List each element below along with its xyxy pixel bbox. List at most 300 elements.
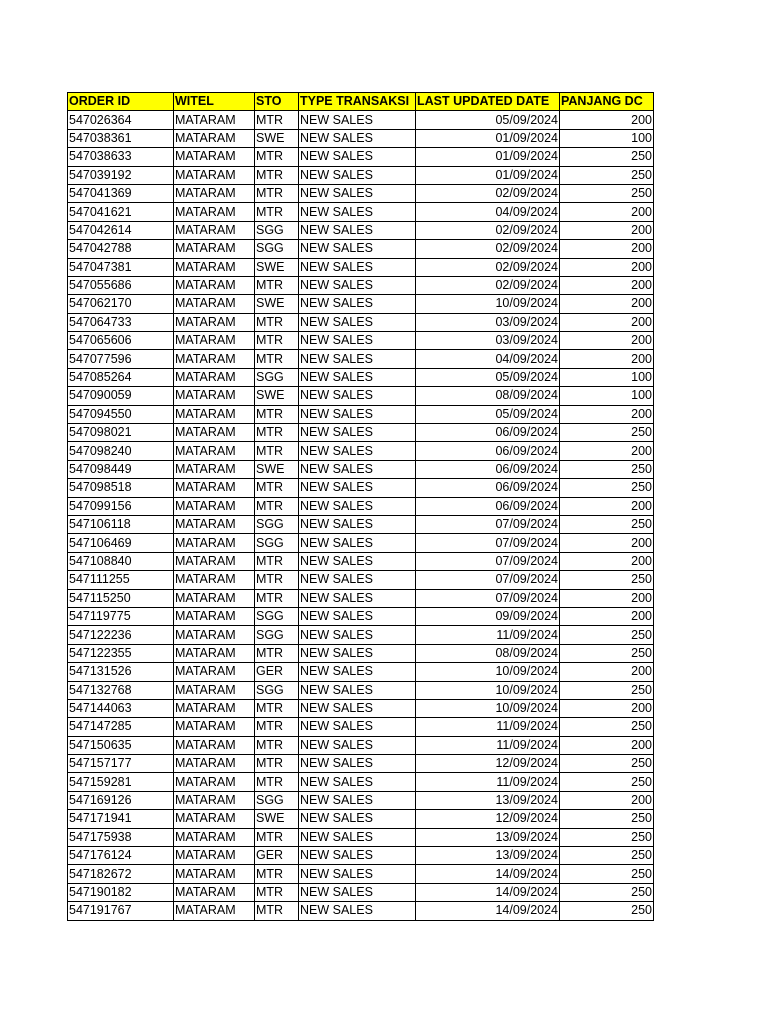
table-row	[68, 663, 654, 681]
panjang-dc-cell: 250	[560, 865, 654, 883]
witel-cell: MATARAM	[174, 295, 255, 313]
sto-cell: GER	[255, 847, 299, 865]
table-row	[68, 571, 654, 589]
witel-cell: MATARAM	[174, 699, 255, 717]
witel-cell: MATARAM	[174, 332, 255, 350]
type-transaksi-cell: NEW SALES	[299, 552, 416, 570]
panjang-dc-cell: 250	[560, 460, 654, 478]
sto-cell: MTR	[255, 442, 299, 460]
panjang-dc-cell: 250	[560, 828, 654, 846]
panjang-dc-cell: 200	[560, 240, 654, 258]
panjang-dc-cell: 250	[560, 571, 654, 589]
panjang-dc-cell: 250	[560, 755, 654, 773]
type-transaksi-cell: NEW SALES	[299, 111, 416, 129]
witel-cell: MATARAM	[174, 184, 255, 202]
sto-cell: MTR	[255, 332, 299, 350]
type-transaksi-cell: NEW SALES	[299, 607, 416, 625]
witel-cell: MATARAM	[174, 221, 255, 239]
witel-cell: MATARAM	[174, 203, 255, 221]
order-id-cell: 547111255	[68, 571, 174, 589]
panjang-dc-cell: 200	[560, 791, 654, 809]
last-updated-date-cell: 02/09/2024	[416, 184, 560, 202]
sto-cell: MTR	[255, 699, 299, 717]
last-updated-date-cell: 10/09/2024	[416, 663, 560, 681]
order-id-cell: 547042788	[68, 240, 174, 258]
header-last-updated-date: LAST UPDATED DATE	[416, 93, 560, 111]
order-id-cell: 547038361	[68, 129, 174, 147]
witel-cell: MATARAM	[174, 515, 255, 533]
panjang-dc-cell: 250	[560, 424, 654, 442]
witel-cell: MATARAM	[174, 534, 255, 552]
table-row	[68, 258, 654, 276]
type-transaksi-cell: NEW SALES	[299, 368, 416, 386]
table-row	[68, 828, 654, 846]
table-row	[68, 129, 654, 147]
order-id-cell: 547047381	[68, 258, 174, 276]
order-id-cell: 547144063	[68, 699, 174, 717]
table-row	[68, 644, 654, 662]
last-updated-date-cell: 13/09/2024	[416, 791, 560, 809]
orders-table	[67, 92, 654, 921]
table-row	[68, 699, 654, 717]
table-row	[68, 368, 654, 386]
order-id-cell: 547064733	[68, 313, 174, 331]
order-id-cell: 547041621	[68, 203, 174, 221]
witel-cell: MATARAM	[174, 773, 255, 791]
sto-cell: MTR	[255, 276, 299, 294]
witel-cell: MATARAM	[174, 552, 255, 570]
order-id-cell: 547119775	[68, 607, 174, 625]
type-transaksi-cell: NEW SALES	[299, 681, 416, 699]
sto-cell: SWE	[255, 810, 299, 828]
panjang-dc-cell: 200	[560, 313, 654, 331]
type-transaksi-cell: NEW SALES	[299, 663, 416, 681]
sto-cell: MTR	[255, 313, 299, 331]
last-updated-date-cell: 11/09/2024	[416, 626, 560, 644]
last-updated-date-cell: 03/09/2024	[416, 332, 560, 350]
sto-cell: MTR	[255, 111, 299, 129]
table-row	[68, 718, 654, 736]
panjang-dc-cell: 200	[560, 442, 654, 460]
panjang-dc-cell: 250	[560, 166, 654, 184]
type-transaksi-cell: NEW SALES	[299, 828, 416, 846]
type-transaksi-cell: NEW SALES	[299, 258, 416, 276]
sto-cell: MTR	[255, 350, 299, 368]
order-id-cell: 547042614	[68, 221, 174, 239]
panjang-dc-cell: 100	[560, 387, 654, 405]
last-updated-date-cell: 02/09/2024	[416, 258, 560, 276]
panjang-dc-cell: 250	[560, 773, 654, 791]
panjang-dc-cell: 200	[560, 736, 654, 754]
witel-cell: MATARAM	[174, 607, 255, 625]
type-transaksi-cell: NEW SALES	[299, 221, 416, 239]
type-transaksi-cell: NEW SALES	[299, 479, 416, 497]
last-updated-date-cell: 13/09/2024	[416, 828, 560, 846]
order-id-cell: 547122355	[68, 644, 174, 662]
sto-cell: SGG	[255, 515, 299, 533]
sto-cell: SWE	[255, 387, 299, 405]
panjang-dc-cell: 250	[560, 847, 654, 865]
sto-cell: MTR	[255, 865, 299, 883]
type-transaksi-cell: NEW SALES	[299, 736, 416, 754]
table-row	[68, 736, 654, 754]
witel-cell: MATARAM	[174, 681, 255, 699]
last-updated-date-cell: 02/09/2024	[416, 240, 560, 258]
table-row	[68, 589, 654, 607]
sto-cell: MTR	[255, 203, 299, 221]
table-row	[68, 479, 654, 497]
sto-cell: MTR	[255, 497, 299, 515]
table-row	[68, 552, 654, 570]
order-id-cell: 547098240	[68, 442, 174, 460]
witel-cell: MATARAM	[174, 718, 255, 736]
sto-cell: MTR	[255, 571, 299, 589]
last-updated-date-cell: 08/09/2024	[416, 387, 560, 405]
panjang-dc-cell: 200	[560, 276, 654, 294]
panjang-dc-cell: 200	[560, 203, 654, 221]
panjang-dc-cell: 250	[560, 644, 654, 662]
last-updated-date-cell: 03/09/2024	[416, 313, 560, 331]
type-transaksi-cell: NEW SALES	[299, 313, 416, 331]
panjang-dc-cell: 250	[560, 902, 654, 920]
last-updated-date-cell: 02/09/2024	[416, 221, 560, 239]
panjang-dc-cell: 250	[560, 883, 654, 901]
type-transaksi-cell: NEW SALES	[299, 295, 416, 313]
table-row	[68, 607, 654, 625]
sto-cell: SGG	[255, 221, 299, 239]
order-id-cell: 547098021	[68, 424, 174, 442]
type-transaksi-cell: NEW SALES	[299, 515, 416, 533]
sto-cell: SWE	[255, 295, 299, 313]
sto-cell: GER	[255, 663, 299, 681]
type-transaksi-cell: NEW SALES	[299, 699, 416, 717]
last-updated-date-cell: 04/09/2024	[416, 203, 560, 221]
header-order-id: ORDER ID	[68, 93, 174, 111]
last-updated-date-cell: 11/09/2024	[416, 736, 560, 754]
order-id-cell: 547026364	[68, 111, 174, 129]
last-updated-date-cell: 04/09/2024	[416, 350, 560, 368]
table-row	[68, 534, 654, 552]
table-row	[68, 497, 654, 515]
sto-cell: SGG	[255, 368, 299, 386]
table-row	[68, 313, 654, 331]
order-id-cell: 547132768	[68, 681, 174, 699]
last-updated-date-cell: 12/09/2024	[416, 810, 560, 828]
sto-cell: SWE	[255, 258, 299, 276]
order-id-cell: 547169126	[68, 791, 174, 809]
order-id-cell: 547038633	[68, 148, 174, 166]
type-transaksi-cell: NEW SALES	[299, 644, 416, 662]
sto-cell: MTR	[255, 828, 299, 846]
witel-cell: MATARAM	[174, 148, 255, 166]
header-sto: STO	[255, 93, 299, 111]
panjang-dc-cell: 200	[560, 552, 654, 570]
sto-cell: MTR	[255, 644, 299, 662]
panjang-dc-cell: 100	[560, 129, 654, 147]
type-transaksi-cell: NEW SALES	[299, 847, 416, 865]
panjang-dc-cell: 200	[560, 350, 654, 368]
table-row	[68, 902, 654, 920]
table-row	[68, 460, 654, 478]
witel-cell: MATARAM	[174, 460, 255, 478]
last-updated-date-cell: 08/09/2024	[416, 644, 560, 662]
order-id-cell: 547115250	[68, 589, 174, 607]
order-id-cell: 547190182	[68, 883, 174, 901]
type-transaksi-cell: NEW SALES	[299, 810, 416, 828]
type-transaksi-cell: NEW SALES	[299, 424, 416, 442]
last-updated-date-cell: 10/09/2024	[416, 699, 560, 717]
last-updated-date-cell: 01/09/2024	[416, 129, 560, 147]
sto-cell: MTR	[255, 902, 299, 920]
sto-cell: SGG	[255, 626, 299, 644]
order-id-cell: 547085264	[68, 368, 174, 386]
table-row	[68, 295, 654, 313]
last-updated-date-cell: 14/09/2024	[416, 883, 560, 901]
panjang-dc-cell: 250	[560, 681, 654, 699]
panjang-dc-cell: 250	[560, 718, 654, 736]
type-transaksi-cell: NEW SALES	[299, 755, 416, 773]
sto-cell: MTR	[255, 424, 299, 442]
panjang-dc-cell: 200	[560, 497, 654, 515]
type-transaksi-cell: NEW SALES	[299, 148, 416, 166]
type-transaksi-cell: NEW SALES	[299, 350, 416, 368]
sto-cell: MTR	[255, 479, 299, 497]
order-id-cell: 547176124	[68, 847, 174, 865]
witel-cell: MATARAM	[174, 350, 255, 368]
type-transaksi-cell: NEW SALES	[299, 460, 416, 478]
sto-cell: SWE	[255, 129, 299, 147]
witel-cell: MATARAM	[174, 111, 255, 129]
last-updated-date-cell: 07/09/2024	[416, 515, 560, 533]
witel-cell: MATARAM	[174, 902, 255, 920]
last-updated-date-cell: 13/09/2024	[416, 847, 560, 865]
order-id-cell: 547159281	[68, 773, 174, 791]
type-transaksi-cell: NEW SALES	[299, 589, 416, 607]
table-row	[68, 424, 654, 442]
type-transaksi-cell: NEW SALES	[299, 276, 416, 294]
witel-cell: MATARAM	[174, 883, 255, 901]
type-transaksi-cell: NEW SALES	[299, 240, 416, 258]
table-row	[68, 203, 654, 221]
last-updated-date-cell: 01/09/2024	[416, 148, 560, 166]
panjang-dc-cell: 200	[560, 699, 654, 717]
table-row	[68, 166, 654, 184]
sto-cell: SGG	[255, 534, 299, 552]
table-row	[68, 221, 654, 239]
witel-cell: MATARAM	[174, 405, 255, 423]
table-row	[68, 626, 654, 644]
table-row	[68, 515, 654, 533]
type-transaksi-cell: NEW SALES	[299, 718, 416, 736]
last-updated-date-cell: 12/09/2024	[416, 755, 560, 773]
type-transaksi-cell: NEW SALES	[299, 405, 416, 423]
last-updated-date-cell: 06/09/2024	[416, 424, 560, 442]
panjang-dc-cell: 250	[560, 148, 654, 166]
type-transaksi-cell: NEW SALES	[299, 129, 416, 147]
panjang-dc-cell: 200	[560, 258, 654, 276]
order-id-cell: 547062170	[68, 295, 174, 313]
table-row	[68, 111, 654, 129]
order-id-cell: 547098518	[68, 479, 174, 497]
order-id-cell: 547191767	[68, 902, 174, 920]
order-id-cell: 547147285	[68, 718, 174, 736]
order-id-cell: 547094550	[68, 405, 174, 423]
sto-cell: MTR	[255, 184, 299, 202]
table-row	[68, 332, 654, 350]
witel-cell: MATARAM	[174, 424, 255, 442]
last-updated-date-cell: 06/09/2024	[416, 479, 560, 497]
table-row	[68, 350, 654, 368]
type-transaksi-cell: NEW SALES	[299, 332, 416, 350]
witel-cell: MATARAM	[174, 644, 255, 662]
order-id-cell: 547055686	[68, 276, 174, 294]
order-id-cell: 547106469	[68, 534, 174, 552]
sto-cell: SGG	[255, 681, 299, 699]
order-id-cell: 547131526	[68, 663, 174, 681]
witel-cell: MATARAM	[174, 626, 255, 644]
last-updated-date-cell: 14/09/2024	[416, 865, 560, 883]
witel-cell: MATARAM	[174, 129, 255, 147]
witel-cell: MATARAM	[174, 810, 255, 828]
witel-cell: MATARAM	[174, 276, 255, 294]
witel-cell: MATARAM	[174, 240, 255, 258]
order-id-cell: 547157177	[68, 755, 174, 773]
order-id-cell: 547099156	[68, 497, 174, 515]
sto-cell: MTR	[255, 552, 299, 570]
panjang-dc-cell: 200	[560, 589, 654, 607]
witel-cell: MATARAM	[174, 313, 255, 331]
last-updated-date-cell: 05/09/2024	[416, 368, 560, 386]
sto-cell: MTR	[255, 166, 299, 184]
table-row	[68, 276, 654, 294]
sto-cell: MTR	[255, 718, 299, 736]
sto-cell: MTR	[255, 736, 299, 754]
order-id-cell: 547098449	[68, 460, 174, 478]
type-transaksi-cell: NEW SALES	[299, 865, 416, 883]
panjang-dc-cell: 200	[560, 221, 654, 239]
last-updated-date-cell: 07/09/2024	[416, 534, 560, 552]
witel-cell: MATARAM	[174, 791, 255, 809]
last-updated-date-cell: 14/09/2024	[416, 902, 560, 920]
order-id-cell: 547065606	[68, 332, 174, 350]
panjang-dc-cell: 250	[560, 184, 654, 202]
type-transaksi-cell: NEW SALES	[299, 534, 416, 552]
order-id-cell: 547077596	[68, 350, 174, 368]
witel-cell: MATARAM	[174, 828, 255, 846]
sto-cell: SGG	[255, 607, 299, 625]
panjang-dc-cell: 200	[560, 607, 654, 625]
sto-cell: MTR	[255, 589, 299, 607]
panjang-dc-cell: 200	[560, 405, 654, 423]
panjang-dc-cell: 200	[560, 111, 654, 129]
sto-cell: MTR	[255, 148, 299, 166]
type-transaksi-cell: NEW SALES	[299, 883, 416, 901]
last-updated-date-cell: 07/09/2024	[416, 552, 560, 570]
order-id-cell: 547090059	[68, 387, 174, 405]
last-updated-date-cell: 06/09/2024	[416, 442, 560, 460]
sto-cell: MTR	[255, 773, 299, 791]
header-type-transaksi: TYPE TRANSAKSI	[299, 93, 416, 111]
witel-cell: MATARAM	[174, 442, 255, 460]
type-transaksi-cell: NEW SALES	[299, 902, 416, 920]
header-witel: WITEL	[174, 93, 255, 111]
last-updated-date-cell: 07/09/2024	[416, 589, 560, 607]
witel-cell: MATARAM	[174, 755, 255, 773]
table-row	[68, 148, 654, 166]
order-id-cell: 547171941	[68, 810, 174, 828]
sto-cell: SWE	[255, 460, 299, 478]
table-row	[68, 773, 654, 791]
panjang-dc-cell: 250	[560, 626, 654, 644]
witel-cell: MATARAM	[174, 571, 255, 589]
sto-cell: MTR	[255, 883, 299, 901]
last-updated-date-cell: 05/09/2024	[416, 405, 560, 423]
last-updated-date-cell: 11/09/2024	[416, 718, 560, 736]
panjang-dc-cell: 200	[560, 534, 654, 552]
last-updated-date-cell: 06/09/2024	[416, 497, 560, 515]
witel-cell: MATARAM	[174, 166, 255, 184]
witel-cell: MATARAM	[174, 736, 255, 754]
type-transaksi-cell: NEW SALES	[299, 791, 416, 809]
order-id-cell: 547175938	[68, 828, 174, 846]
last-updated-date-cell: 01/09/2024	[416, 166, 560, 184]
header-panjang-dc: PANJANG DC	[560, 93, 654, 111]
sto-cell: MTR	[255, 755, 299, 773]
type-transaksi-cell: NEW SALES	[299, 387, 416, 405]
last-updated-date-cell: 07/09/2024	[416, 571, 560, 589]
type-transaksi-cell: NEW SALES	[299, 166, 416, 184]
sto-cell: SGG	[255, 240, 299, 258]
type-transaksi-cell: NEW SALES	[299, 626, 416, 644]
witel-cell: MATARAM	[174, 387, 255, 405]
table-row	[68, 847, 654, 865]
order-id-cell: 547182672	[68, 865, 174, 883]
table-row	[68, 883, 654, 901]
type-transaksi-cell: NEW SALES	[299, 571, 416, 589]
order-id-cell: 547041369	[68, 184, 174, 202]
order-id-cell: 547122236	[68, 626, 174, 644]
panjang-dc-cell: 250	[560, 515, 654, 533]
table-body	[68, 111, 654, 920]
witel-cell: MATARAM	[174, 663, 255, 681]
table-row	[68, 184, 654, 202]
witel-cell: MATARAM	[174, 589, 255, 607]
type-transaksi-cell: NEW SALES	[299, 184, 416, 202]
table-row	[68, 791, 654, 809]
witel-cell: MATARAM	[174, 847, 255, 865]
last-updated-date-cell: 05/09/2024	[416, 111, 560, 129]
panjang-dc-cell: 250	[560, 810, 654, 828]
panjang-dc-cell: 200	[560, 663, 654, 681]
last-updated-date-cell: 10/09/2024	[416, 295, 560, 313]
witel-cell: MATARAM	[174, 368, 255, 386]
last-updated-date-cell: 11/09/2024	[416, 773, 560, 791]
table-row	[68, 755, 654, 773]
panjang-dc-cell: 200	[560, 332, 654, 350]
table-row	[68, 681, 654, 699]
last-updated-date-cell: 09/09/2024	[416, 607, 560, 625]
panjang-dc-cell: 250	[560, 479, 654, 497]
order-id-cell: 547039192	[68, 166, 174, 184]
type-transaksi-cell: NEW SALES	[299, 497, 416, 515]
witel-cell: MATARAM	[174, 497, 255, 515]
type-transaksi-cell: NEW SALES	[299, 773, 416, 791]
table-row	[68, 442, 654, 460]
table-row	[68, 810, 654, 828]
panjang-dc-cell: 100	[560, 368, 654, 386]
table-row	[68, 387, 654, 405]
table-row	[68, 405, 654, 423]
